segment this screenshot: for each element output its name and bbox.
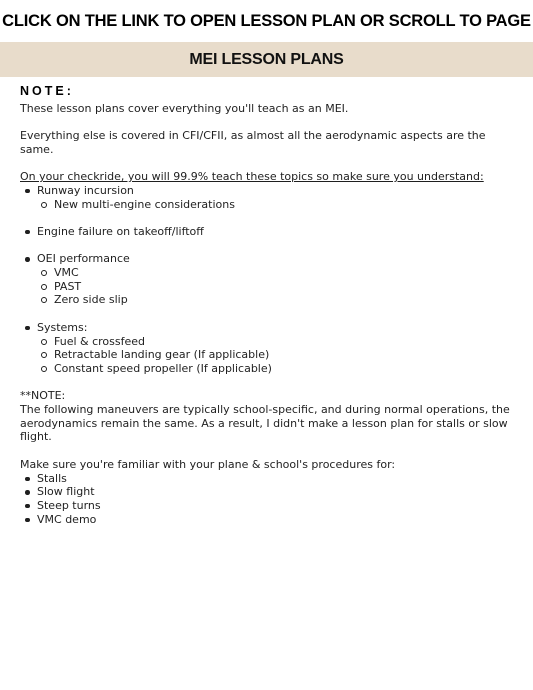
subtopic-list xyxy=(37,266,520,307)
content-body xyxy=(20,85,520,526)
topic-item xyxy=(20,252,520,307)
topics-list xyxy=(20,184,520,376)
topic-item xyxy=(20,225,520,239)
procedure-item: Slow flight xyxy=(20,485,520,499)
subtopic-list xyxy=(37,198,520,212)
subtopic-item: New multi-engine considerations xyxy=(37,198,520,212)
procedures-list xyxy=(20,472,520,527)
procedure-item: VMC demo xyxy=(20,513,520,527)
subtopic-item: Zero side slip xyxy=(37,293,520,307)
checkride-text: On your checkride, you will 99.9% teach these topics so make sure you understand: xyxy=(20,170,484,184)
subtopic-item: PAST xyxy=(37,280,520,294)
procedure-item: Stalls xyxy=(20,472,520,486)
procedure-item: Steep turns xyxy=(20,499,520,513)
section-banner xyxy=(0,42,533,77)
topic-item xyxy=(20,184,520,211)
subtopic-list xyxy=(37,335,520,376)
topic-label: OEI performance xyxy=(37,252,130,266)
page-heading[interactable]: CLICK ON THE LINK TO OPEN LESSON PLAN OR SCROLL TO PAGE xyxy=(2,12,531,30)
familiar-text: Make sure you're familiar with your plane & school's procedures for: xyxy=(20,457,396,471)
intro-text: These lesson plans cover everything you'll teach as an MEI. xyxy=(20,101,349,115)
footnote-label: **NOTE: xyxy=(20,389,66,403)
topic-label: Runway incursion xyxy=(37,183,134,197)
subtopic-item: VMC xyxy=(37,266,520,280)
footnote-text: The following maneuvers are typically school-specific, and during normal operations, the aerodynamics remain the same. As a result, I didn't make a lesson plan for stalls or slow flight. xyxy=(20,403,510,444)
banner-title: MEI LESSON PLANS xyxy=(189,50,344,68)
subtopic-item: Fuel & crossfeed xyxy=(37,335,520,349)
subtopic-item: Retractable landing gear (If applicable) xyxy=(37,348,520,362)
topic-label: Systems: xyxy=(37,320,88,334)
note-heading: NOTE: xyxy=(20,84,74,98)
topic-item xyxy=(20,321,520,376)
topic-label: Engine failure on takeoff/liftoff xyxy=(37,224,204,238)
everything-else-text: Everything else is covered in CFI/CFII, as almost all the aerodynamic aspects are the same. xyxy=(20,129,486,156)
subtopic-item: Constant speed propeller (If applicable) xyxy=(37,362,520,376)
